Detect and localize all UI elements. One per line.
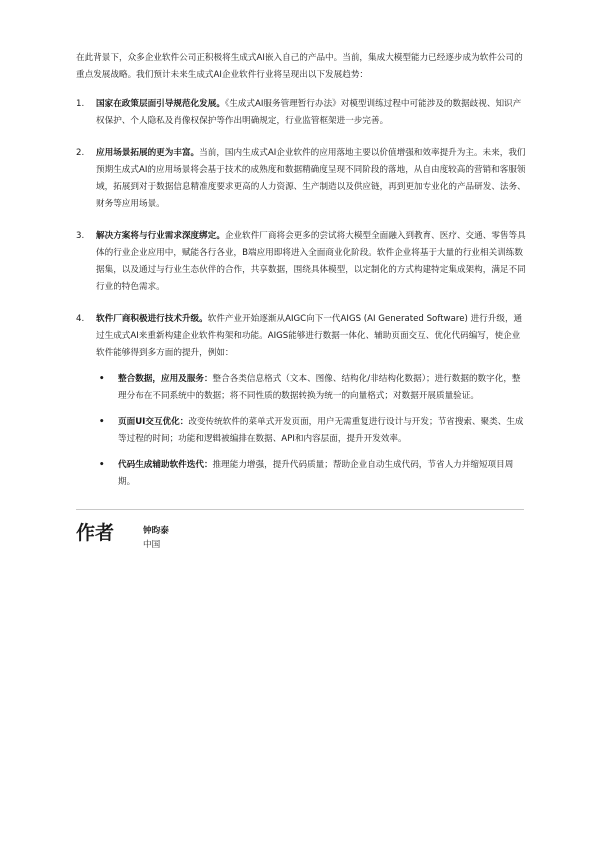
trend-number: 1. — [76, 99, 85, 109]
bullet-icon: • — [99, 417, 105, 427]
intro-paragraph: 在此背景下，众多企业软件公司正积极将生成式AI嵌入自己的产品中。当前，集成大模型能力已经逐步成为软件公司的重点发展战略。我们预计未来生成式AI企业软件行业将呈现出以下发展趋势： — [76, 53, 523, 80]
trend-heading: 应用场景拓展的更为丰富。 — [96, 148, 200, 158]
trend-text: 《生成式AI服务管理暂行办法》对模型训练过程中可能涉及的数据歧视、知识产权保护、个人隐私及肖像权保护等作出明确规定，行业监管框架进一步完善。 — [96, 99, 522, 126]
bullet-icon: • — [99, 374, 105, 384]
benefit-text: 推理能力增强，提升代码质量；帮助企业自动生成代码，节省人力并缩短项目周期。 — [118, 460, 514, 487]
trend-item-3 — [76, 228, 526, 296]
trend-text: 当前，国内生成式AI企业软件的应用落地主要以价值增强和效率提升为主。未来，我们预期生成式AI的应用场景将会基于技术的成熟度和数据精确度呈现不同阶段的落地，从自由度较高的营销和客服领域，拓展到对于数据信息精准度要求更高的人力资源、生产制造以及供应链，再到更加专业化的产品研发、法务、财务等应用场景。 — [96, 148, 526, 209]
report-body — [76, 50, 526, 506]
trend-heading: 解决方案将与行业需求深度绑定。 — [96, 231, 225, 241]
trend-text: 企业软件厂商将会更多的尝试将大模型全面融入到教育、医疗、交通、零售等具体的行业企业应用中，赋能各行各业，B端应用即将进入全面商业化阶段。软件企业将基于大量的行业相关训练数据集，以及通过与行业生态伙伴的合作，共享数据，围绕具体模型，以定制化的方式构建特定集成架构，满足不同行业的特色需求。 — [96, 231, 526, 292]
benefit-item-data-integration — [96, 371, 526, 405]
benefit-heading: 整合数据，应用及服务： — [118, 374, 213, 384]
benefit-text: 改变传统软件的菜单式开发页面，用户无需重复进行设计与开发；节省搜索、聚类、生成等过程的时间；功能和逻辑被编排在数据、API和内容层面，提升开发效率。 — [118, 417, 524, 444]
benefit-text: 整合各类信息格式（文本、图像、结构化/非结构化数据）；进行数据的数字化，整理分布在不同系统中的数据；将不同性质的数据转换为统一的向量格式；对数据开展质量验证。 — [118, 374, 521, 401]
trend-item-2 — [76, 145, 526, 213]
trend-heading: 国家在政策层面引导规范化发展。 — [96, 99, 225, 109]
aigs-benefit-list — [96, 371, 526, 491]
trend-number: 4. — [76, 314, 85, 324]
author-country: 中国 — [143, 540, 161, 550]
trend-number: 2. — [76, 148, 85, 158]
bullet-icon: • — [99, 460, 105, 470]
benefit-heading: 页面UI交互优化： — [118, 417, 189, 427]
benefit-heading: 代码生成辅助软件迭代： — [118, 460, 213, 470]
trend-list — [76, 96, 526, 491]
trend-item-1 — [76, 96, 526, 130]
trend-number: 3. — [76, 231, 85, 241]
trend-item-4 — [76, 311, 526, 491]
section-divider — [76, 509, 524, 510]
author-name: 钟昀泰 — [143, 526, 169, 536]
author-heading: 作者 — [76, 522, 115, 544]
benefit-item-ui-interaction — [96, 414, 526, 448]
trend-text: 软件产业开始逐渐从AIGC向下一代AIGS (AI Generated Software) 进行升级，通过生成式AI来重新构建企业软件构架和功能。AIGS能够进行数据一体化、辅助页面交互、优化代码编写，使企业软件能够得到多方面的提升，例如： — [96, 314, 523, 358]
benefit-item-code-generation — [96, 457, 526, 491]
trend-heading: 软件厂商积极进行技术升级。 — [96, 314, 208, 324]
